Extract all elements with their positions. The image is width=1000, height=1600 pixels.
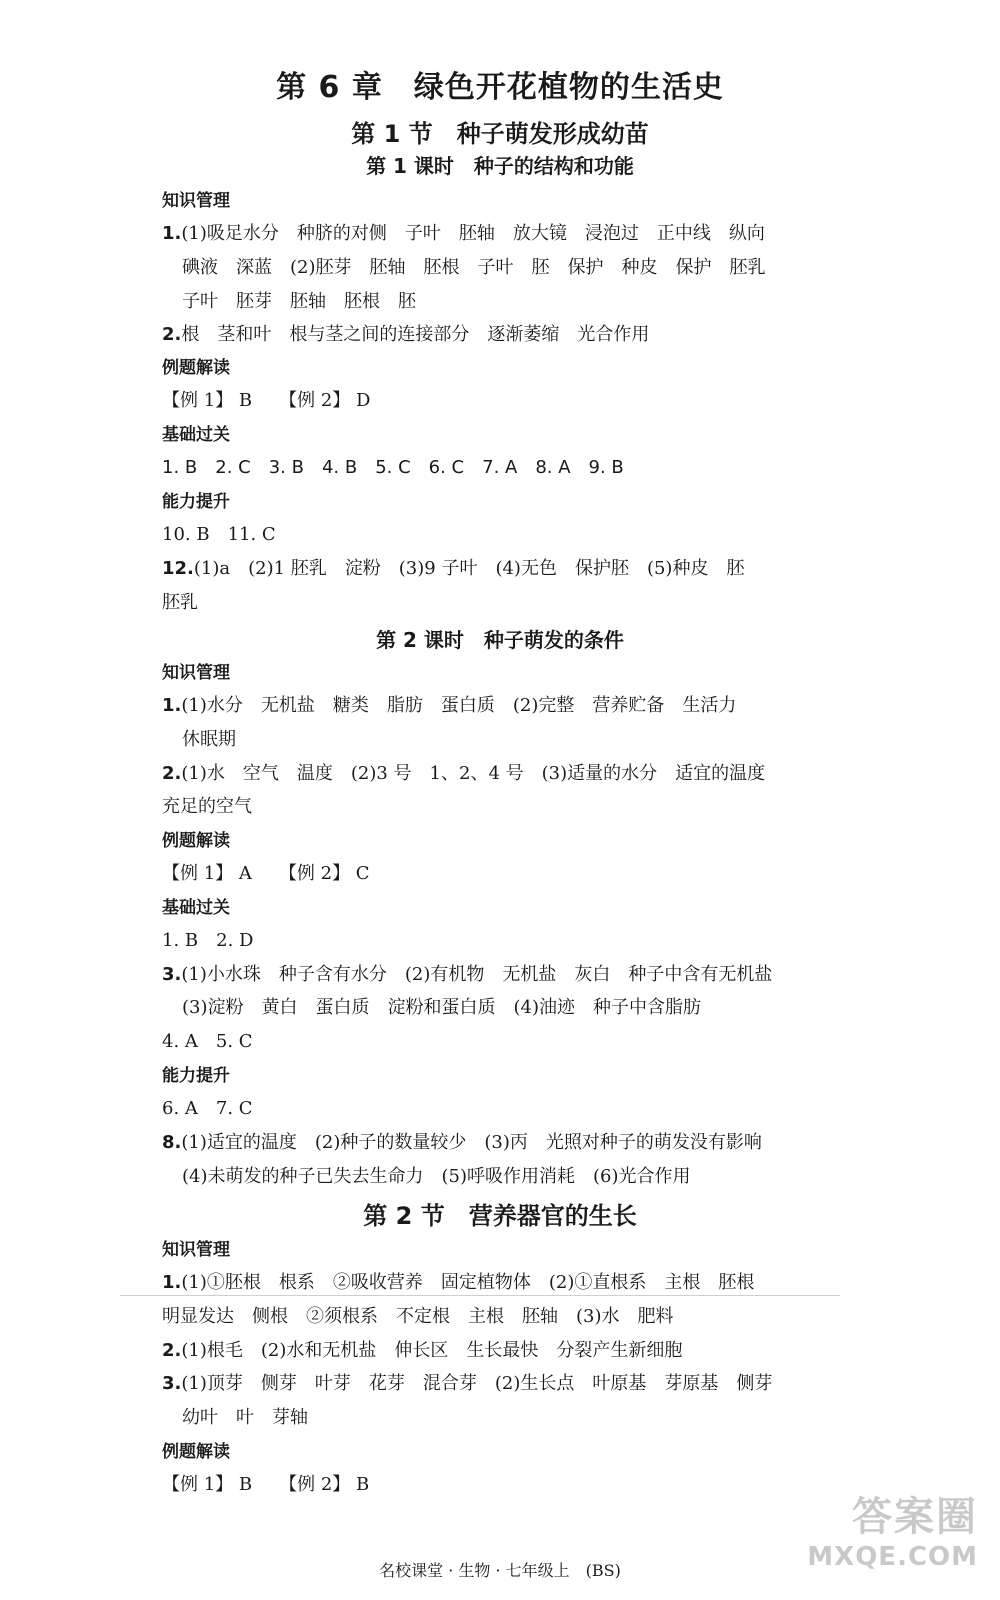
heading-knowledge: 知识管理: [162, 191, 230, 211]
question-number: 1.: [162, 1272, 182, 1293]
answer-continuation: 幼叶 叶 芽轴: [182, 1407, 308, 1428]
answer-text: (1)吸足水分 种脐的对侧 子叶 胚轴 放大镜 浸泡过 正中线 纵向: [181, 223, 765, 244]
question-number: 2.: [162, 1340, 182, 1361]
watermark-line-2: MXQE.COM: [807, 1542, 978, 1572]
answer-line: [162, 960, 842, 986]
answer-continuation: (4)未萌发的种子已失去生命力 (5)呼吸作用消耗 (6)光合作用: [182, 1166, 691, 1187]
answer-continuation: 碘液 深蓝 (2)胚芽 胚轴 胚根 子叶 胚 保护 种皮 保护 胚乳: [182, 257, 766, 278]
answer-continuation: 休眠期: [182, 729, 236, 750]
answer-line: [162, 1336, 842, 1362]
answer-text: 根 茎和叶 根与茎之间的连接部分 逐渐萎缩 光合作用: [181, 324, 650, 345]
heading-basic: 基础过关: [162, 898, 230, 918]
question-number: 2.: [162, 763, 182, 784]
answer-text: (1)顶芽 侧芽 叶芽 花芽 混合芽 (2)生长点 叶原基 芽原基 侧芽: [181, 1373, 773, 1394]
heading-examples: 例题解读: [162, 831, 230, 851]
answer-text: (1)适宜的温度 (2)种子的数量较少 (3)丙 光照对种子的萌发没有影响: [181, 1132, 762, 1153]
answer-line: [162, 554, 842, 580]
heading-knowledge: 知识管理: [162, 663, 230, 683]
watermark-logo: [807, 1485, 978, 1572]
lesson-1-title: 第 1 课时 种子的结构和功能: [366, 154, 634, 178]
watermark-line-1: 答案圈: [852, 1494, 978, 1540]
answer-line: [162, 1268, 842, 1294]
basic-answers: 1. B 2. C 3. B 4. B 5. C 6. C 7. A 8. A 9. B: [162, 457, 624, 478]
heading-advanced: 能力提升: [162, 1066, 230, 1086]
advanced-answers: 6. A 7. C: [162, 1098, 253, 1119]
heading-examples: 例题解读: [162, 358, 230, 378]
answer-line: [162, 219, 842, 245]
answer-line: [162, 691, 842, 717]
basic-answers: 1. B 2. D: [162, 930, 254, 951]
answer-continuation: 充足的空气: [162, 796, 252, 817]
question-number: 8.: [162, 1132, 182, 1153]
advanced-answers: 10. B 11. C: [162, 524, 276, 545]
question-number: 12.: [162, 558, 194, 579]
answer-line: [162, 759, 842, 785]
example-answers: 【例 1】 B 【例 2】 B: [162, 1474, 370, 1495]
answer-line: [162, 1128, 842, 1154]
fold-line: [120, 1295, 840, 1296]
answer-continuation: (3)淀粉 黄白 蛋白质 淀粉和蛋白质 (4)油迹 种子中含脂肪: [182, 997, 701, 1018]
answer-continuation: 胚乳: [162, 592, 198, 613]
answer-text: (1)根毛 (2)水和无机盐 伸长区 生长最快 分裂产生新细胞: [181, 1340, 683, 1361]
answer-text: (1)a (2)1 胚乳 淀粉 (3)9 子叶 (4)无色 保护胚 (5)种皮 胚: [193, 558, 745, 579]
heading-basic: 基础过关: [162, 425, 230, 445]
answer-line: [162, 320, 842, 346]
answer-text: (1)水分 无机盐 糖类 脂肪 蛋白质 (2)完整 营养贮备 生活力: [181, 695, 737, 716]
page-footer: 名校课堂 · 生物 · 七年级上 (BS): [379, 1561, 621, 1580]
section-1-title: 第 1 节 种子萌发形成幼苗: [351, 120, 649, 148]
section-2-title: 第 2 节 营养器官的生长: [363, 1202, 637, 1230]
answer-continuation: 子叶 胚芽 胚轴 胚根 胚: [182, 291, 416, 312]
answer-text: (1)小水珠 种子含有水分 (2)有机物 无机盐 灰白 种子中含有无机盐: [181, 964, 773, 985]
example-answers: 【例 1】 B 【例 2】 D: [162, 390, 371, 411]
question-number: 3.: [162, 1373, 182, 1394]
answer-text: (1)①胚根 根系 ②吸收营养 固定植物体 (2)①直根系 主根 胚根: [181, 1272, 755, 1293]
lesson-2-title: 第 2 课时 种子萌发的条件: [376, 628, 624, 652]
heading-knowledge: 知识管理: [162, 1240, 230, 1260]
answer-text: (1)水 空气 温度 (2)3 号 1、2、4 号 (3)适量的水分 适宜的温度: [181, 763, 766, 784]
heading-examples: 例题解读: [162, 1442, 230, 1462]
answer-line: [162, 1369, 842, 1395]
answer-continuation: 明显发达 侧根 ②须根系 不定根 主根 胚轴 (3)水 肥料: [162, 1306, 674, 1327]
question-number: 1.: [162, 695, 182, 716]
chapter-title: 第 6 章 绿色开花植物的生活史: [276, 70, 724, 105]
question-number: 3.: [162, 964, 182, 985]
question-number: 1.: [162, 223, 182, 244]
question-number: 2.: [162, 324, 182, 345]
basic-answers-2: 4. A 5. C: [162, 1031, 253, 1052]
heading-advanced: 能力提升: [162, 492, 230, 512]
example-answers: 【例 1】 A 【例 2】 C: [162, 863, 370, 884]
